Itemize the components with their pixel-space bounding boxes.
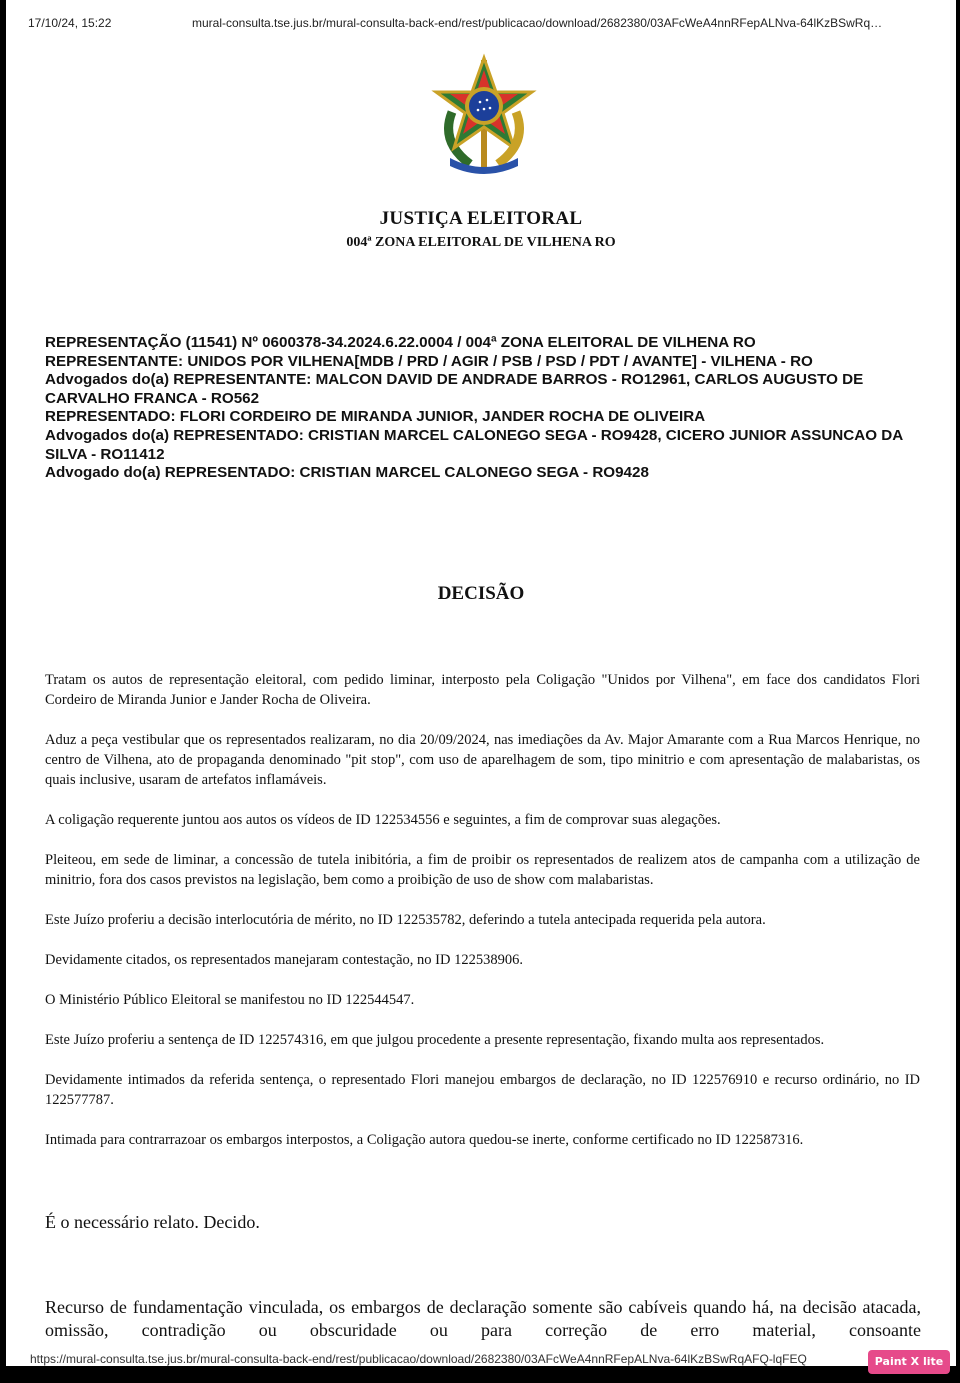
case-header	[45, 334, 935, 483]
print-header	[28, 16, 936, 34]
case-line: REPRESENTANTE: UNIDOS POR VILHENA[MDB / PRD / AGIR / PSB / PSD / PDT / AVANTE] - VILHENA - RO	[45, 352, 813, 370]
recurso-paragraph: Recurso de fundamentação vinculada, os embargos de declaração somente são cabíveis quando há, na decisão atacada, omissão, contradição ou obscuridade ou para correção de erro material, consoante	[45, 1297, 921, 1340]
app-watermark-badge: Paint X lite	[868, 1350, 950, 1374]
print-footer-url: https://mural-consulta.tse.jus.br/mural-consulta-back-end/rest/publicacao/download/2682380/03AFcWeA4nnRFepALNva-64lKzBSwRqAFQ-lqFEQ	[30, 1352, 807, 1366]
print-timestamp: 17/10/24, 15:22	[28, 16, 112, 30]
paragraph: Intimada para contrarrazoar os embargos interpostos, a Coligação autora quedou-se inerte, conforme certificado no ID 122587316.	[45, 1132, 804, 1148]
paragraph: O Ministério Público Eleitoral se manifestou no ID 122544547.	[45, 992, 415, 1008]
paragraph: Aduz a peça vestibular que os representados realizaram, no dia 20/09/2024, nas imediações da Av. Major Amarante com a Rua Marcos Henrique, no centro de Vilhena, ato de propaganda denominado "pit stop", com uso de aparelhagem de som, tipo minitrio e com apresentação de malabaristas, os quais inclusive, usaram de artefatos inflamáveis.	[45, 732, 920, 788]
decision-body	[45, 670, 920, 1170]
paragraph: Devidamente intimados da referida sentença, o representado Flori manejou embargos de declaração, no ID 122576910 e recurso ordinário, no ID 122577787.	[45, 1072, 920, 1108]
court-subtitle: 004ª ZONA ELEITORAL DE VILHENA RO	[346, 235, 616, 250]
paragraph: Este Juízo proferiu a decisão interlocutória de mérito, no ID 122535782, deferindo a tutela antecipada requerida pela autora.	[45, 912, 766, 928]
case-line: REPRESENTAÇÃO (11541) Nº 0600378-34.2024.6.22.0004 / 004ª ZONA ELEITORAL DE VILHENA RO	[45, 334, 756, 351]
court-title: JUSTIÇA ELEITORAL	[379, 208, 583, 229]
case-line: Advogados do(a) REPRESENTADO: CRISTIAN MARCEL CALONEGO SEGA - RO9428, CICERO JUNIOR ASSUNCAO DA SILVA - RO11412	[45, 426, 903, 463]
paragraph: Este Juízo proferiu a sentença de ID 122574316, em que julgou procedente a presente representação, fixando multa aos representados.	[45, 1032, 825, 1048]
case-line: REPRESENTADO: FLORI CORDEIRO DE MIRANDA JUNIOR, JANDER ROCHA DE OLIVEIRA	[45, 408, 706, 426]
paragraph: Devidamente citados, os representados manejaram contestação, no ID 122538906.	[45, 952, 523, 968]
paragraph: Pleiteou, em sede de liminar, a concessão de tutela inibitória, a fim de proibir os representados de realizem atos de campanha com a utilização de minitrio, fora dos casos previstos na legislação, bem como a proibição de uso de show com malabaristas.	[45, 852, 920, 888]
document-page	[6, 0, 956, 1366]
relato-line: É o necessário relato. Decido.	[45, 1212, 260, 1232]
decision-heading: DECISÃO	[437, 583, 525, 604]
case-line: Advogados do(a) REPRESENTANTE: MALCON DAVID DE ANDRADE BARROS - RO12961, CARLOS AUGUSTO DE CARVALHO FRANCA - RO562	[45, 371, 864, 407]
paragraph: Tratam os autos de representação eleitoral, com pedido liminar, interposto pela Coligação "Unidos por Vilhena", em face dos candidatos Flori Cordeiro de Miranda Junior e Jander Rocha de Oliveira.	[45, 672, 920, 708]
coat-of-arms-icon	[430, 52, 538, 180]
case-line: Advogado do(a) REPRESENTADO: CRISTIAN MARCEL CALONEGO SEGA - RO9428	[45, 464, 649, 482]
print-url: mural-consulta.tse.jus.br/mural-consulta-back-end/rest/publicacao/download/2682380/03AFcWeA4nnRFepALNva-64lKzBSwRq…	[192, 16, 883, 30]
paragraph: A coligação requerente juntou aos autos os vídeos de ID 122534556 e seguintes, a fim de comprovar suas alegações.	[45, 812, 721, 828]
